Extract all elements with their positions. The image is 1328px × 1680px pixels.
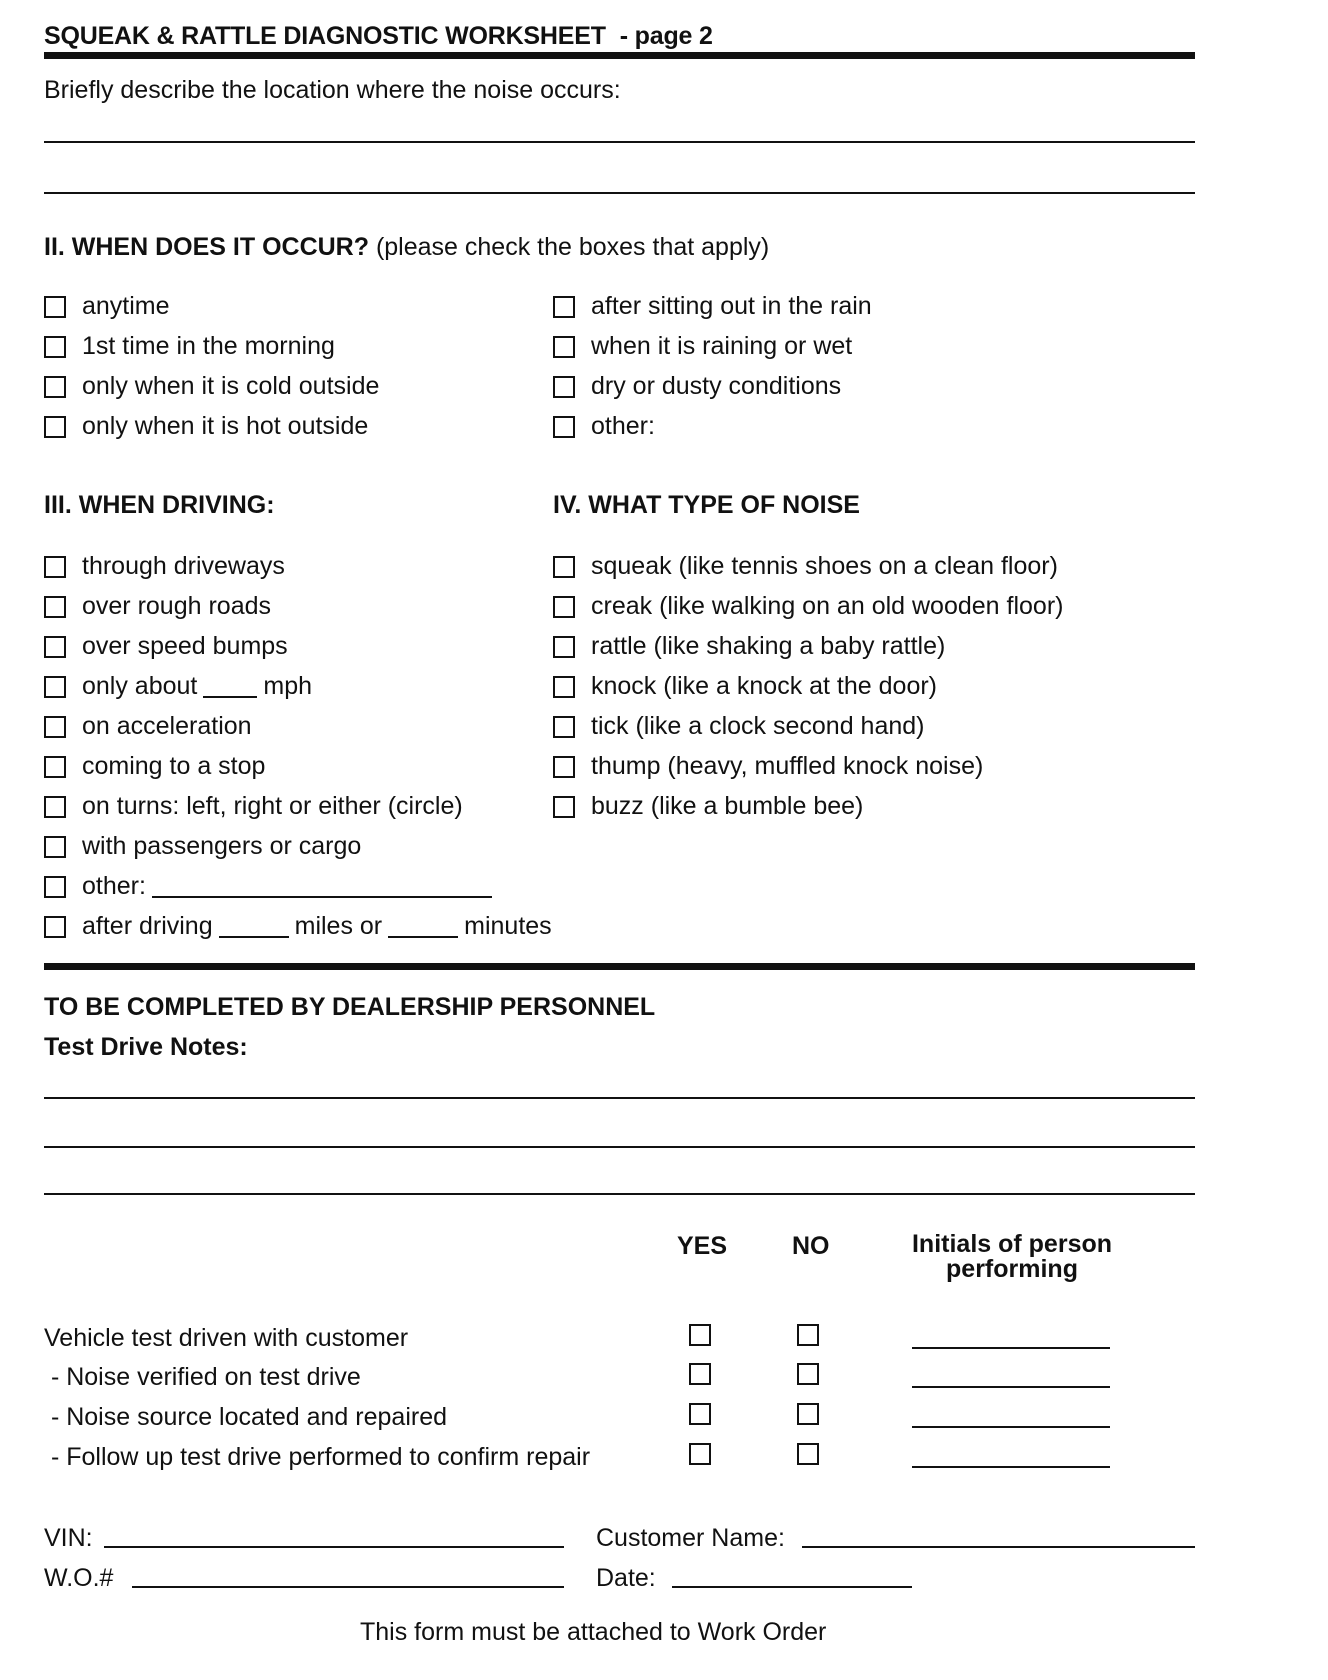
header-rule [44,52,1195,59]
option-label: 1st time in the morning [82,332,335,360]
occur-cold[interactable] [44,372,379,401]
worksheet-title: SQUEAK & RATTLE DIAGNOSTIC WORKSHEET [44,22,606,50]
option-label: over rough roads [82,592,272,620]
option-label: rattle (like shaking a baby rattle) [591,632,946,660]
option-label: on acceleration [82,712,252,740]
checkbox[interactable] [44,376,66,398]
test-drive-notes-label: Test Drive Notes: [44,1033,248,1061]
occur-morning[interactable] [44,332,335,361]
occur-hot[interactable] [44,412,368,441]
option-label: anytime [82,292,170,320]
option-label: tick (like a clock second hand) [591,712,925,740]
miles-blank[interactable] [219,916,289,938]
section3-heading: III. WHEN DRIVING: [44,491,275,519]
page-number: - page 2 [619,22,713,50]
option-label: other: [591,412,655,440]
notes-line-1[interactable] [44,1097,1195,1099]
checkbox[interactable] [553,296,575,318]
checkbox[interactable] [44,836,66,858]
checkbox[interactable] [44,636,66,658]
check-test-driven-no[interactable] [797,1324,819,1346]
occur-dusty[interactable] [553,372,841,401]
checkbox[interactable] [44,756,66,778]
initials-line-3[interactable] [912,1426,1110,1428]
date-field[interactable] [672,1586,912,1588]
check-test-driven-yes[interactable] [689,1324,711,1346]
option-label: squeak (like tennis shoes on a clean floor) [591,552,1058,580]
driving-passengers[interactable] [44,832,361,861]
occur-raining[interactable] [553,332,852,361]
occur-rain-after[interactable] [553,292,872,321]
option-label: through driveways [82,552,285,580]
wo-label: W.O.# [44,1564,114,1592]
check-followup-label: - Follow up test drive performed to confirm repair [44,1443,591,1471]
option-label: minutes [464,912,552,940]
checkbox[interactable] [44,596,66,618]
checkbox[interactable] [553,636,575,658]
checkbox[interactable] [553,376,575,398]
check-followup-yes[interactable] [689,1443,711,1465]
option-label: over speed bumps [82,632,288,660]
vin-field[interactable] [104,1546,564,1548]
check-followup-no[interactable] [797,1443,819,1465]
mph-blank[interactable] [203,676,257,698]
checkbox[interactable] [44,676,66,698]
driving-acceleration[interactable] [44,712,252,741]
checkbox[interactable] [553,796,575,818]
checkbox[interactable] [44,716,66,738]
customer-name-field[interactable] [802,1546,1195,1548]
driving-other[interactable] [44,872,498,901]
dealer-rule [44,963,1195,970]
notes-line-2[interactable] [44,1146,1195,1148]
wo-field[interactable] [132,1586,564,1588]
option-label: buzz (like a bumble bee) [591,792,864,820]
customer-name-label: Customer Name: [596,1524,785,1552]
checkbox[interactable] [553,556,575,578]
option-label: when it is raining or wet [591,332,853,360]
driving-rough-roads[interactable] [44,592,271,621]
minutes-blank[interactable] [388,916,458,938]
check-verified-label: - Noise verified on test drive [44,1363,361,1391]
check-verified-no[interactable] [797,1363,819,1385]
initials-line-4[interactable] [912,1466,1110,1468]
section4-heading: IV. WHAT TYPE OF NOISE [553,491,860,519]
noise-thump[interactable] [553,752,983,781]
checkbox[interactable] [553,596,575,618]
option-label: dry or dusty conditions [591,372,842,400]
col-initials-line2: performing [946,1255,1078,1283]
vin-label: VIN: [44,1524,93,1552]
checkbox[interactable] [44,296,66,318]
checkbox[interactable] [553,756,575,778]
occur-other[interactable] [553,412,655,441]
check-verified-yes[interactable] [689,1363,711,1385]
section2-title: II. WHEN DOES IT OCCUR? [44,233,369,261]
option-label: with passengers or cargo [82,832,362,860]
checkbox[interactable] [553,416,575,438]
checkbox[interactable] [44,416,66,438]
check-repaired-label: - Noise source located and repaired [44,1403,448,1431]
checkbox[interactable] [44,336,66,358]
option-label: only about [82,672,198,700]
option-label: thump (heavy, muffled knock noise) [591,752,984,780]
checkbox[interactable] [44,796,66,818]
initials-line-2[interactable] [912,1386,1110,1388]
notes-line-3[interactable] [44,1193,1195,1195]
initials-line-1[interactable] [912,1347,1110,1349]
noise-buzz[interactable] [553,792,863,821]
dealer-heading: TO BE COMPLETED BY DEALERSHIP PERSONNEL [44,993,656,1021]
noise-tick[interactable] [553,712,924,741]
other-blank[interactable] [152,876,492,898]
col-initials [906,1232,1118,1282]
noise-squeak[interactable] [553,552,1058,581]
option-label: creak (like walking on an old wooden floor) [591,592,1064,620]
noise-rattle[interactable] [553,632,945,661]
checkbox[interactable] [553,336,575,358]
option-label: coming to a stop [82,752,266,780]
checkbox[interactable] [44,876,66,898]
option-label: only when it is cold outside [82,372,380,400]
driving-speed-bumps[interactable] [44,632,288,661]
checkbox[interactable] [553,676,575,698]
occur-anytime[interactable] [44,292,170,321]
check-repaired-no[interactable] [797,1403,819,1425]
driving-stop[interactable] [44,752,265,781]
option-label: after driving [82,912,213,940]
option-label: mph [263,672,313,700]
noise-knock[interactable] [553,672,937,701]
section2-note: (please check the boxes that apply) [375,233,770,261]
driving-mph[interactable] [44,672,312,701]
location-line-1[interactable] [44,141,1195,143]
option-label: knock (like a knock at the door) [591,672,937,700]
noise-creak[interactable] [553,592,1063,621]
page-title [44,22,713,51]
location-line-2[interactable] [44,192,1195,194]
section2-heading [44,233,769,262]
location-prompt: Briefly describe the location where the noise occurs: [44,76,621,104]
check-test-driven-label: Vehicle test driven with customer [44,1324,409,1352]
option-label: after sitting out in the rain [591,292,872,320]
driving-turns[interactable] [44,792,463,821]
footer-note: This form must be attached to Work Order [360,1618,827,1646]
date-label: Date: [596,1564,656,1592]
option-label: on turns: left, right or either (circle) [82,792,463,820]
check-repaired-yes[interactable] [689,1403,711,1425]
col-yes: YES [677,1232,728,1260]
col-initials-line1: Initials of person [911,1230,1113,1258]
checkbox[interactable] [553,716,575,738]
option-label: miles or [294,912,383,940]
driving-after[interactable] [44,912,552,941]
driving-driveways[interactable] [44,552,285,581]
checkbox[interactable] [44,556,66,578]
checkbox[interactable] [44,916,66,938]
option-label: other: [82,872,146,900]
col-no: NO [792,1232,830,1260]
option-label: only when it is hot outside [82,412,369,440]
